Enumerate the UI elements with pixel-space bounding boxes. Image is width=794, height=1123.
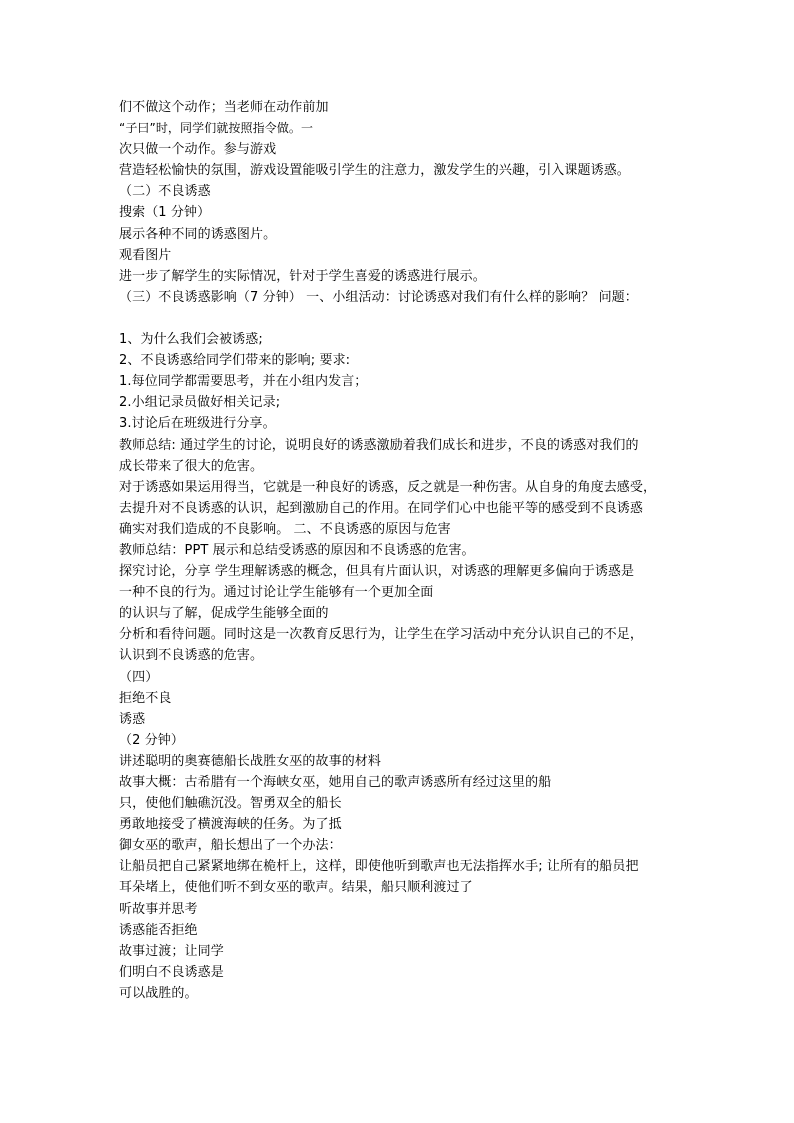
text-line: 3.讨论后在班级进行分享。 [119,416,276,432]
text-line: 对于诱惑如果运用得当，它就是一种良好的诱惑，反之就是一种伤害。从自身的角度去感受， [119,479,657,495]
document-body [119,97,719,1004]
text-line: 诱惑能否拒绝 [119,922,198,938]
text-line: 次只做一个动作。参与游戏 [119,142,277,158]
text-line: 去提升对不良诱惑的认识，起到激励自己的作用。在同学们心中也能平等的感受到不良诱惑 [119,500,644,516]
text-line: 进一步了解学生的实际情况，针对于学生喜爱的诱惑进行展示。 [119,268,486,284]
text-line: 一种不良的行为。通过讨论让学生能够有一个更加全面 [119,585,434,601]
text-line: 们明白不良诱惑是 [119,964,224,980]
text-line: 营造轻松愉快的氛围，游戏设置能吸引学生的注意力，激发学生的兴趣，引入课题诱惑。 [119,163,630,179]
text-line: 教师总结: 通过学生的讨论，说明良好的诱惑激励着我们成长和进步，不良的诱惑对我们的 [119,437,639,453]
text-line: 们不做这个动作；当老师在动作前加 [119,100,329,115]
section-heading: （三）不良诱惑影响（7 分钟） 一、小组活动：讨论诱惑对我们有什么样的影响？ 问题： [119,289,638,305]
text-line: 认识到不良诱惑的危害。 [119,648,264,664]
text-line: 教师总结：PPT 展示和总结受诱惑的原因和不良诱惑的危害。 [119,542,475,558]
text-line: 1、为什么我们会被诱惑; [119,332,263,348]
text-line: 御女巫的歌声，船长想出了一个办法： [119,838,342,854]
text-line: 诱惑 [119,711,146,727]
text-line: （2 分钟） [119,732,185,748]
text-line: 确实对我们造成的不良影响。 二、不良诱惑的原因与危害 [119,521,451,537]
text-line: 展示各种不同的诱惑图片。 [119,226,277,242]
text-line: 勇敢地接受了横渡海峡的任务。为了抵 [119,817,342,833]
text-line: 2、不良诱惑给同学们带来的影响; 要求: [119,353,351,369]
text-line: 2.小组记录员做好相关记录; [119,395,281,411]
text-line: 可以战胜的。 [119,985,198,1001]
text-line: 故事大概：古希腊有一个海峡女巫，她用自己的歌声诱惑所有经过这里的船 [119,775,552,790]
text-line: 观看图片 [119,247,172,263]
section-heading: （四） [119,669,159,685]
text-line: 的认识与了解，促成学生能够全面的 [119,606,329,622]
text-line: 故事过渡；让同学 [119,943,224,959]
text-line: 听故事并思考 [119,901,198,917]
text-line: 让船员把自己紧紧地绑在桅杆上，这样，即使他听到歌声也无法指挥水手; 让所有的船员把 [119,859,639,875]
text-line: 耳朵堵上，使他们听不到女巫的歌声。结果，船只顺利渡过了 [119,880,473,896]
text-line: 1.每位同学都需要思考，并在小组内发言； [119,374,368,390]
text-line: “子曰”时，同学们就按照指令做。一 [119,121,314,136]
section-heading: （二）不良诱惑 [119,184,211,200]
text-line: 只，使他们触礁沉没。智勇双全的船长 [119,796,342,812]
text-line: 拒绝不良 [119,690,172,706]
blank-line [119,308,719,329]
text-line: 分析和看待问题。同时这是一次教育反思行为，让学生在学习活动中充分认识自己的不足， [119,627,644,643]
text-line: 搜索（1 分钟） [119,205,211,221]
text-line: 讲述聪明的奥赛德船长战胜女巫的故事的材料 [119,753,382,769]
text-line: 成长带来了很大的危害。 [119,458,264,474]
text-line: 探究讨论，分享 学生理解诱惑的概念，但具有片面认识，对诱惑的理解更多偏向于诱惑是 [119,564,635,580]
